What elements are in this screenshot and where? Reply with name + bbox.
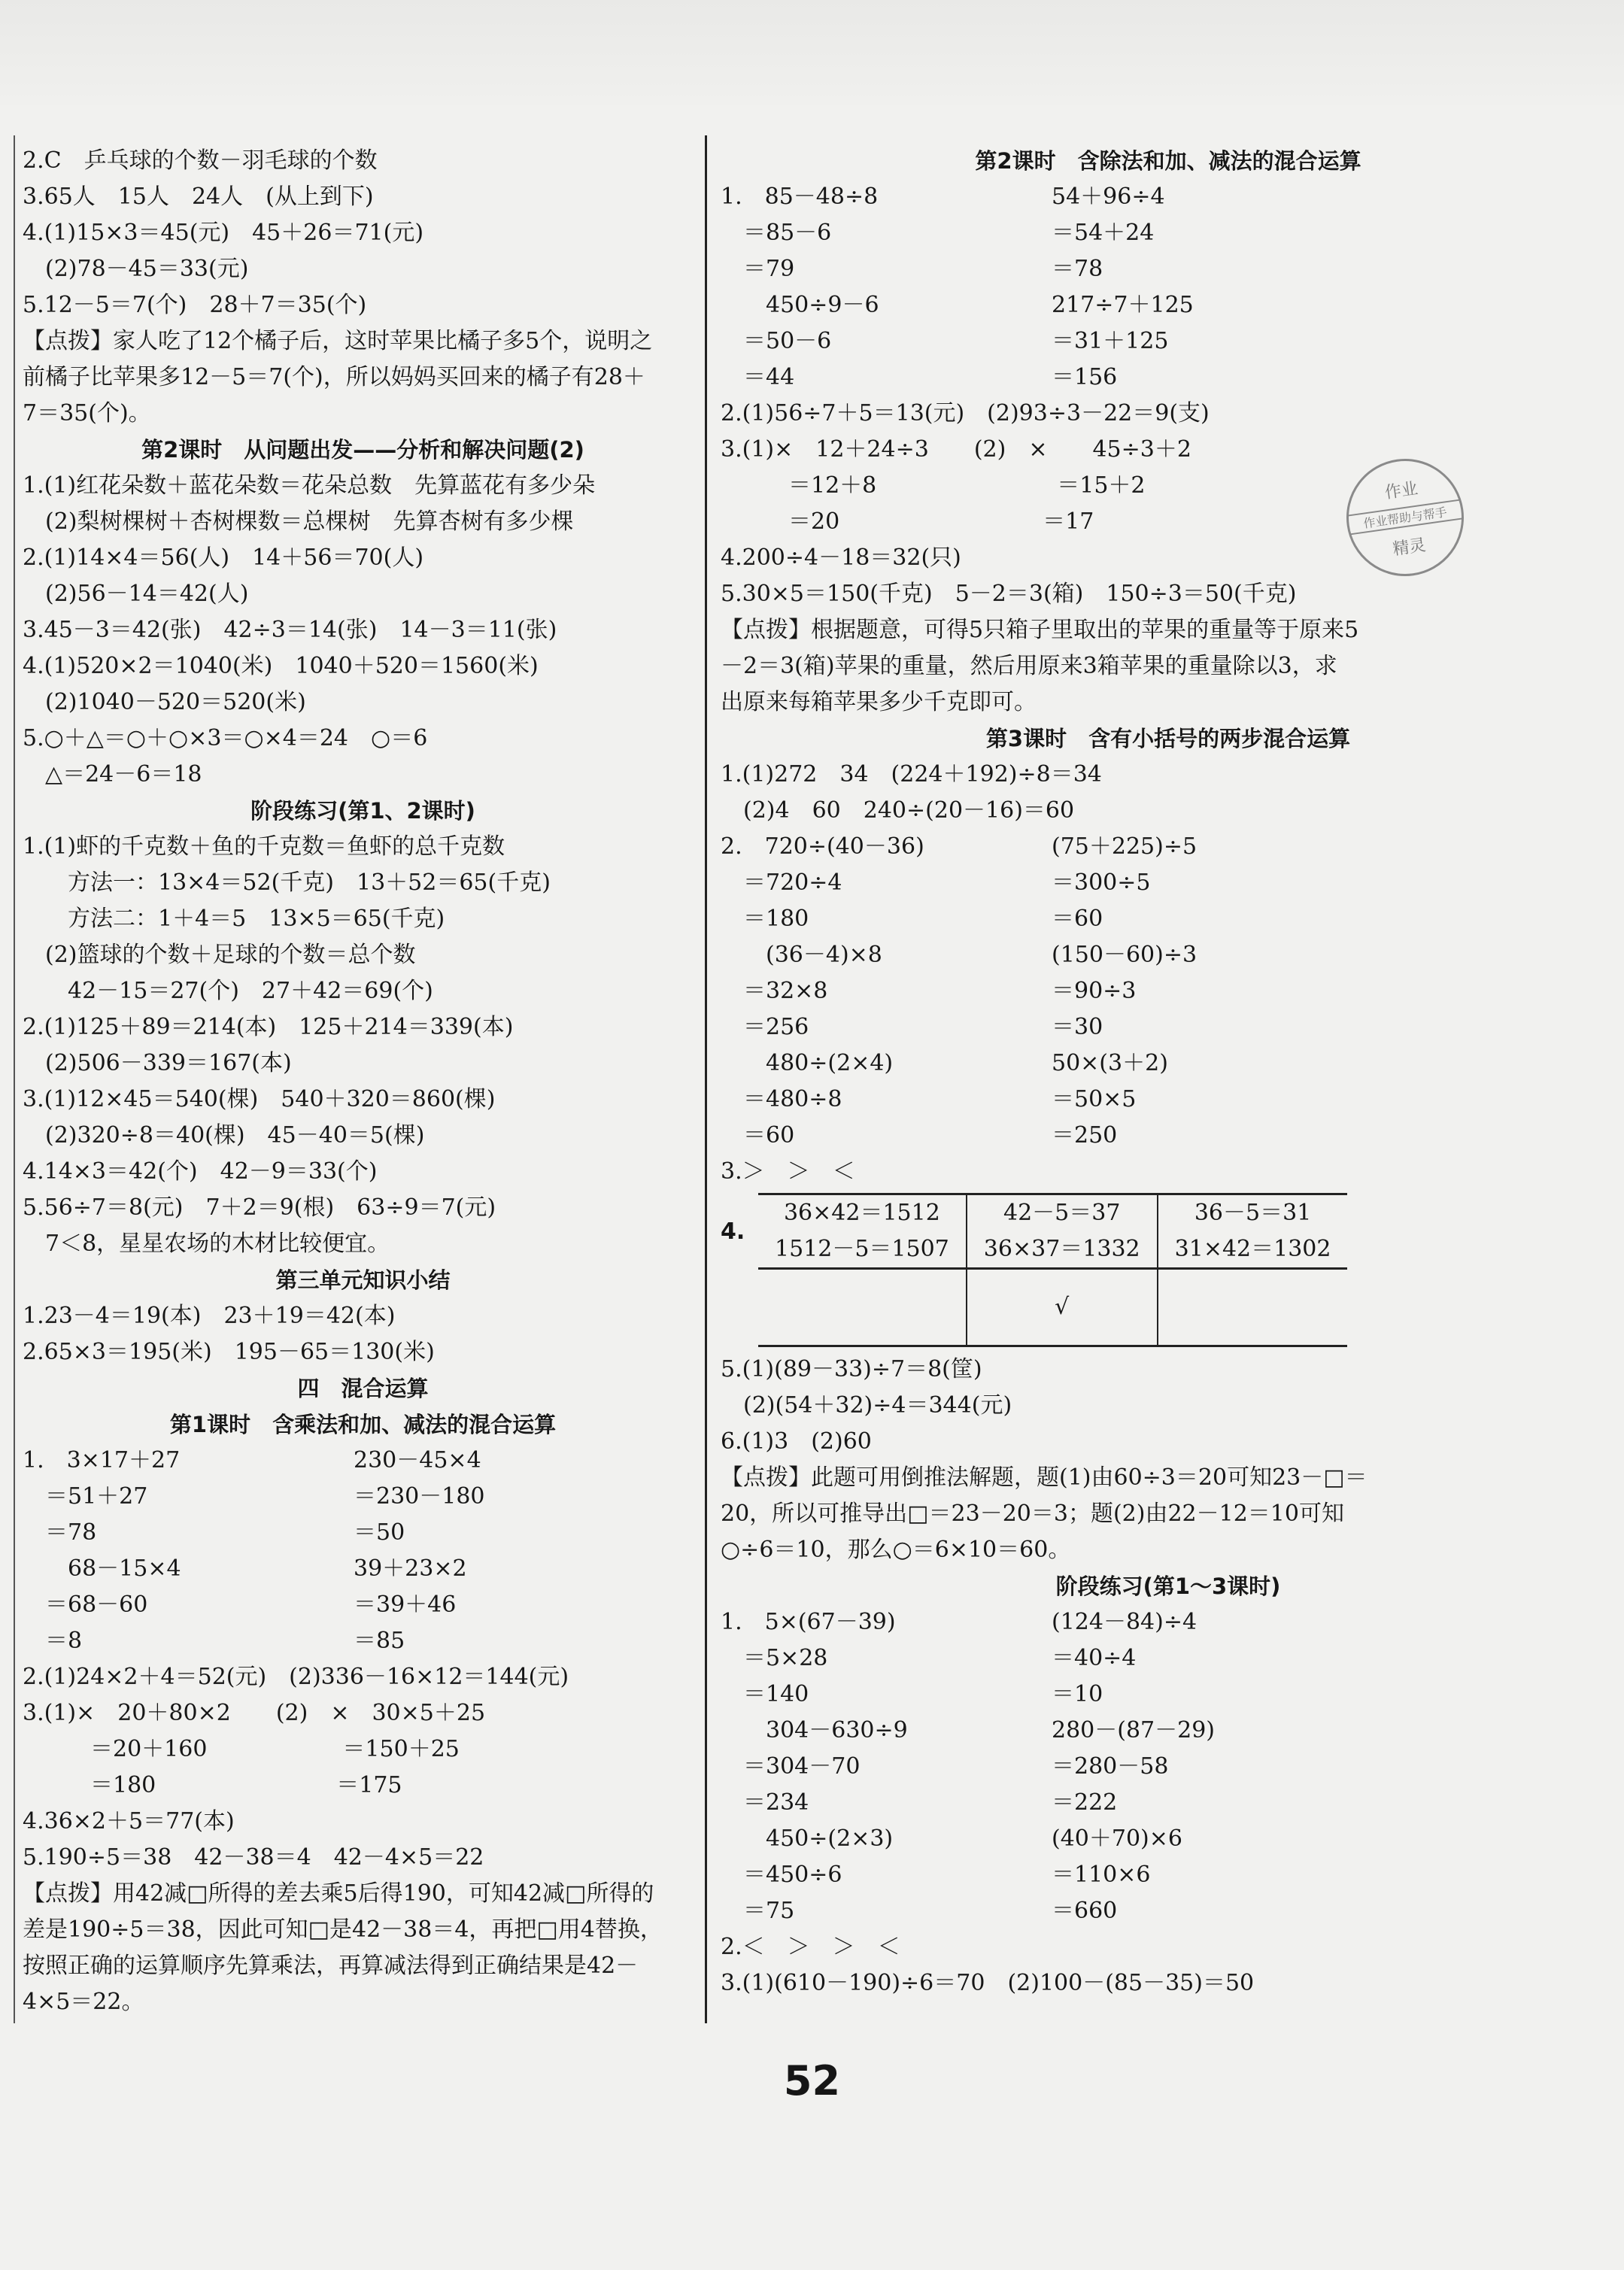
calc-left: 450÷9－6: [721, 292, 879, 318]
calc-left: ＝50－6: [721, 328, 832, 354]
calc-left: 304－630÷9: [721, 1717, 908, 1743]
calc-row: [721, 1009, 1616, 1045]
answer-line: △＝24－6＝18: [23, 761, 202, 788]
table-label: 4.: [721, 1218, 745, 1245]
answer-line: 3.45－3＝42(张) 42÷3＝14(张) 14－3＝11(张): [23, 617, 557, 643]
answer-line: 4.36×2＋5＝77(本): [23, 1808, 235, 1835]
answer-line: 3.(1)× 12＋24÷3 (2) × 45÷3＋2: [721, 436, 1191, 463]
answer-line: 1.23－4＝19(本) 23＋19＝42(本): [23, 1303, 396, 1329]
answer-line: 2.C 乒乓球的个数－羽毛球的个数: [23, 147, 378, 174]
answer-line: 5.30×5＝150(千克) 5－2＝3(箱) 150÷3＝50(千克): [721, 581, 1297, 607]
answer-line: 3.(1)(610－190)÷6＝70 (2)100－(85－35)＝50: [721, 1970, 1255, 1996]
answer-line: 3.(1)12×45＝540(棵) 540＋320＝860(棵): [23, 1086, 496, 1112]
answer-line: 3.(1)× 20＋80×2 (2) × 30×5＋25: [23, 1700, 486, 1726]
answer-line: 2.65×3＝195(米) 195－65＝130(米): [23, 1339, 435, 1365]
answer-line: 4.14×3＝42(个) 42－9＝33(个): [23, 1158, 378, 1185]
calc-left: ＝44: [721, 364, 795, 390]
calc-left: 1. 3×17＋27: [23, 1447, 181, 1473]
calc-left: ＝51＋27: [23, 1483, 148, 1510]
calc-left: ＝68－60: [23, 1592, 148, 1618]
calc-row: [23, 1623, 703, 1659]
answer-line: 5.(1)(89－33)÷7＝8(筐): [721, 1356, 982, 1382]
answer-line: 7＜8，星星农场的木材比较便宜。: [23, 1231, 390, 1257]
calc-left: ＝75: [721, 1898, 795, 1924]
section-heading: 第2课时 从问题出发——分析和解决问题(2): [141, 437, 584, 463]
answer-line: 1.(1)272 34 (224＋192)÷8＝34: [721, 761, 1102, 788]
answer-line: (2)篮球的个数＋足球的个数＝总个数: [23, 942, 416, 968]
calc-left: 68－15×4: [23, 1555, 181, 1582]
answer-line: 6.(1)3 (2)60: [721, 1428, 872, 1455]
answer-line: 出原来每箱苹果多少千克即可。: [721, 689, 1037, 715]
calc-left: ＝720÷4: [721, 869, 842, 896]
calc-row: [721, 323, 1616, 360]
calc-left: ＝79: [721, 256, 795, 282]
calc-right: ＝50×5: [1052, 1086, 1137, 1112]
calc-row: [721, 1640, 1616, 1677]
answer-line: ○÷6＝10，那么○＝6×10＝60。: [721, 1537, 1071, 1563]
calc-row: [721, 1857, 1616, 1893]
section-heading: 阶段练习(第1～3课时): [1055, 1574, 1281, 1599]
answer-line: 5.56÷7＝8(元) 7＋2＝9(根) 63÷9＝7(元): [23, 1194, 496, 1221]
calc-left: ＝450÷6: [721, 1862, 842, 1888]
answer-line: 差是190÷5＝38，因此可知□是42－38＝4，再把□用4替换，: [23, 1916, 663, 1943]
answer-line: 3.65人 15人 24人 (从上到下): [23, 184, 374, 210]
section-heading: 第3课时 含有小括号的两步混合运算: [985, 726, 1351, 751]
table-cell: 31×42＝1302: [1158, 1231, 1348, 1269]
watermark-stamp: 作业 作业帮助与帮手 精灵: [1339, 451, 1471, 584]
calc-right: ＝280－58: [1052, 1753, 1169, 1780]
calc-row: [23, 1443, 703, 1479]
section-heading: 第2课时 含除法和加、减法的混合运算: [975, 148, 1361, 174]
section-heading: 第三单元知识小结: [275, 1267, 451, 1293]
calc-row: [721, 360, 1616, 396]
answer-line: 20，所以可推导出□＝23－20＝3；题(2)由22－12＝10可知: [721, 1501, 1344, 1527]
answer-line: (2)4 60 240÷(20－16)＝60: [721, 797, 1075, 824]
table-cell: 1512－5＝1507: [758, 1231, 967, 1269]
answer-line: 5.12－5＝7(个) 28＋7＝35(个): [23, 292, 367, 318]
calc-left: ＝140: [721, 1681, 809, 1707]
section-heading: 四 混合运算: [297, 1376, 429, 1401]
calc-row: [721, 865, 1616, 901]
calc-row: [721, 1082, 1616, 1118]
answer-table-block: [721, 1193, 1616, 1347]
table-cell: 42－5＝37: [967, 1194, 1158, 1232]
calc-row: [721, 1045, 1616, 1082]
answer-line: 1.(1)红花朵数＋蓝花朵数＝花朵总数 先算蓝花有多少朵: [23, 472, 596, 499]
section-heading: 第1课时 含乘法和加、减法的混合运算: [169, 1412, 557, 1437]
answer-line: ＝12＋8 ＝15＋2: [721, 472, 1146, 499]
answer-line: 42－15＝27(个) 27＋42＝69(个): [23, 978, 433, 1004]
answer-line: 5.○＋△＝○＋○×3＝○×4＝24 ○＝6: [23, 725, 428, 751]
calc-right: ＝40÷4: [1052, 1645, 1137, 1671]
calc-right: ＝300÷5: [1052, 869, 1151, 896]
calc-left: ＝304－70: [721, 1753, 861, 1780]
left-column: [23, 143, 703, 2020]
calc-row: [23, 1551, 703, 1587]
calc-row: [721, 251, 1616, 287]
calc-left: ＝256: [721, 1014, 809, 1040]
answer-line: －2＝3(箱)苹果的重量，然后用原来3箱苹果的重量除以3，求: [721, 653, 1337, 679]
calc-row: [721, 937, 1616, 973]
hint-line: 【点拨】用42减□所得的差去乘5后得190，可知42减□所得的: [23, 1880, 654, 1907]
answer-line: 4.(1)15×3＝45(元) 45＋26＝71(元): [23, 220, 424, 246]
calc-right: ＝90÷3: [1052, 978, 1137, 1004]
answer-line: 方法一：13×4＝52(千克) 13＋52＝65(千克): [23, 869, 551, 896]
calc-row: [721, 1118, 1616, 1154]
calc-row: [721, 1821, 1616, 1857]
table-cell: 36×42＝1512: [758, 1194, 967, 1232]
answer-line: (2)56－14＝42(人): [23, 581, 249, 607]
calc-right: ＝50: [354, 1519, 405, 1546]
calc-right: ＝10: [1052, 1681, 1103, 1707]
answer-line: ＝20＋160 ＝150＋25: [23, 1736, 460, 1762]
answer-line: 7＝35(个)。: [23, 400, 151, 426]
calc-right: 217÷7＋125: [1052, 292, 1194, 318]
calc-right: 230－45×4: [354, 1447, 481, 1473]
calc-left: 450÷(2×3): [721, 1825, 894, 1852]
calc-right: 280－(87－29): [1052, 1717, 1216, 1743]
calc-left: ＝60: [721, 1122, 795, 1149]
calc-right: ＝78: [1052, 256, 1103, 282]
calc-row: [23, 1515, 703, 1551]
calc-left: ＝234: [721, 1789, 809, 1816]
calc-right: ＝250: [1052, 1122, 1118, 1149]
calc-left: 1. 5×(67－39): [721, 1609, 896, 1635]
calc-row: [23, 1479, 703, 1515]
top-margin-band: [0, 0, 1624, 105]
table-cell: [758, 1269, 967, 1346]
calc-left: ＝5×28: [721, 1645, 828, 1671]
calc-left: 480÷(2×4): [721, 1050, 894, 1076]
calc-left: (36－4)×8: [721, 942, 882, 968]
calc-row: [721, 901, 1616, 937]
answer-line: 2.(1)14×4＝56(人) 14＋56＝70(人): [23, 545, 424, 571]
calc-left: ＝85－6: [721, 220, 832, 246]
calc-right: 54＋96÷4: [1052, 184, 1165, 210]
table-row: [758, 1194, 1347, 1232]
calc-left: ＝480÷8: [721, 1086, 842, 1112]
answer-line: 前橘子比苹果多12－5＝7(个)，所以妈妈买回来的橘子有28＋: [23, 364, 645, 390]
page-number: 52: [783, 2057, 841, 2105]
calc-row: [721, 1749, 1616, 1785]
right-column: [721, 143, 1616, 2001]
calc-left: 1. 85－48÷8: [721, 184, 879, 210]
calc-row: [721, 287, 1616, 323]
calc-right: ＝31＋125: [1052, 328, 1169, 354]
answer-line: 3.＞ ＞ ＜: [721, 1158, 855, 1185]
section-heading: 阶段练习(第1、2课时): [250, 798, 475, 824]
answer-line: (2)78－45＝33(元): [23, 256, 249, 282]
calc-row: [721, 973, 1616, 1009]
calc-row: [721, 1713, 1616, 1749]
answer-line: (2)(54＋32)÷4＝344(元): [721, 1392, 1012, 1419]
calc-left: 2. 720÷(40－36): [721, 833, 924, 860]
table-cell: √: [967, 1269, 1158, 1346]
calc-right: ＝54＋24: [1052, 220, 1155, 246]
hint-line: 【点拨】根据题意，可得5只箱子里取出的苹果的重量等于原来5: [721, 617, 1359, 643]
calc-right: ＝156: [1052, 364, 1118, 390]
calc-right: ＝39＋46: [354, 1592, 457, 1618]
calc-left: ＝78: [23, 1519, 97, 1546]
calc-right: ＝660: [1052, 1898, 1118, 1924]
answer-line: 2.＜ ＞ ＞ ＜: [721, 1934, 900, 1960]
answer-line: (2)506－339＝167(本): [23, 1050, 292, 1076]
answer-line: 1.(1)虾的千克数＋鱼的千克数＝鱼虾的总千克数: [23, 833, 505, 860]
answer-line: 4.200÷4－18＝32(只): [721, 545, 961, 571]
table-row: [758, 1269, 1347, 1346]
calc-row: [721, 1785, 1616, 1821]
calc-left: ＝180: [721, 906, 809, 932]
answer-line: 2.(1)125＋89＝214(本) 125＋214＝339(本): [23, 1014, 514, 1040]
answer-line: (2)1040－520＝520(米): [23, 689, 306, 715]
calc-row: [23, 1587, 703, 1623]
calc-right: ＝222: [1052, 1789, 1118, 1816]
calc-row: [721, 1677, 1616, 1713]
calc-right: 39＋23×2: [354, 1555, 467, 1582]
answer-line: 5.190÷5＝38 42－38＝4 42－4×5＝22: [23, 1844, 484, 1871]
table-cell: 36－5＝31: [1158, 1194, 1348, 1232]
answer-line: 4×5＝22。: [23, 1989, 144, 2015]
answer-line: 按照正确的运算顺序先算乘法，再算减法得到正确结果是42－: [23, 1953, 639, 1979]
calc-right: (75＋225)÷5: [1052, 833, 1198, 860]
answer-line: ＝20 ＝17: [721, 508, 1094, 535]
hint-line: 【点拨】此题可用倒推法解题，题(1)由60÷3＝20可知23－□＝: [721, 1464, 1367, 1491]
calc-left: ＝32×8: [721, 978, 828, 1004]
calc-right: (124－84)÷4: [1052, 1609, 1198, 1635]
calc-right: (150－60)÷3: [1052, 942, 1198, 968]
calc-right: ＝230－180: [354, 1483, 485, 1510]
answer-line: 4.(1)520×2＝1040(米) 1040＋520＝1560(米): [23, 653, 539, 679]
answer-line: 2.(1)56÷7＋5＝13(元) (2)93÷3－22＝9(支): [721, 400, 1210, 426]
table-cell: 36×37＝1332: [967, 1231, 1158, 1269]
calc-row: [721, 179, 1616, 215]
column-divider: [705, 135, 707, 2023]
calc-row: [721, 1893, 1616, 1929]
calc-row: [721, 1604, 1616, 1640]
calc-left: ＝8: [23, 1628, 83, 1654]
answer-line: 方法二：1＋4＝5 13×5＝65(千克): [23, 906, 445, 932]
calc-right: ＝110×6: [1052, 1862, 1151, 1888]
left-margin-rule: [14, 135, 15, 2023]
table-row: [758, 1231, 1347, 1269]
answer-line: (2)320÷8＝40(棵) 45－40＝5(棵): [23, 1122, 425, 1149]
calc-row: [721, 829, 1616, 865]
calc-right: (40＋70)×6: [1052, 1825, 1182, 1852]
calc-row: [721, 215, 1616, 251]
table-cell: [1158, 1269, 1348, 1346]
calc-right: ＝60: [1052, 906, 1103, 932]
answer-line: 2.(1)24×2＋4＝52(元) (2)336－16×12＝144(元): [23, 1664, 569, 1690]
calc-right: ＝30: [1052, 1014, 1103, 1040]
hint-line: 【点拨】家人吃了12个橘子后，这时苹果比橘子多5个，说明之: [23, 328, 653, 354]
comparison-table: [758, 1193, 1347, 1347]
answer-line: ＝180 ＝175: [23, 1772, 402, 1798]
calc-right: 50×(3＋2): [1052, 1050, 1168, 1076]
answer-line: (2)梨树棵树＋杏树棵数＝总棵树 先算杏树有多少棵: [23, 508, 574, 535]
calc-right: ＝85: [354, 1628, 405, 1654]
